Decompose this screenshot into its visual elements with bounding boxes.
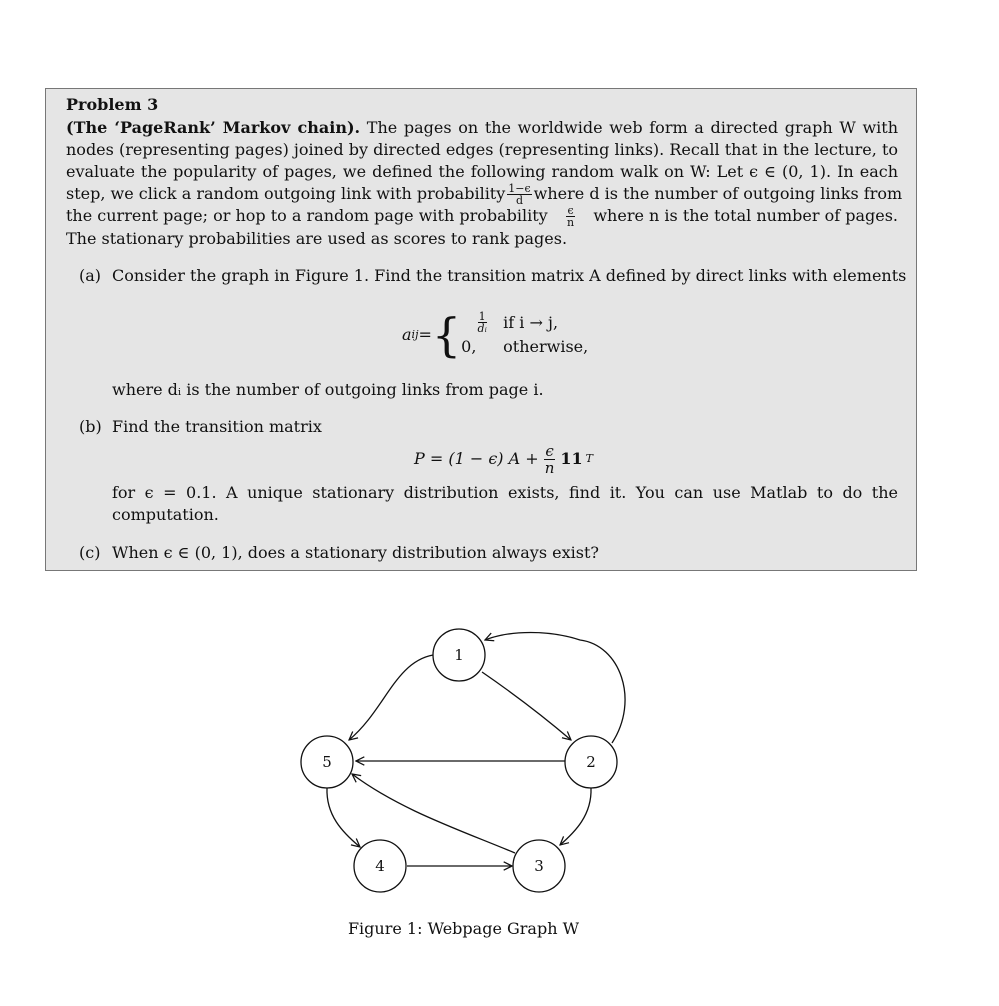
intro-line-1-text: The pages on the worldwide web form a directed graph W with (360, 118, 899, 137)
part-a-text: Consider the graph in Figure 1. Find the transition matrix A defined by direct links with elements (112, 266, 907, 285)
frac-num: ϵ (545, 441, 554, 460)
node-3 (513, 840, 565, 892)
edge-2-3 (560, 788, 591, 845)
edge-5-4 (327, 788, 360, 847)
node-4 (354, 840, 406, 892)
frac-num: ϵ (567, 204, 574, 217)
edge-1-2 (482, 672, 571, 740)
node-2-label: 2 (586, 753, 596, 771)
left-brace: { (431, 308, 462, 362)
eq-lhs: a (402, 325, 412, 344)
case1-condition: if i → j, (503, 313, 559, 332)
node-3-label: 3 (534, 857, 544, 875)
intro-line-4-a: step, we click a random outgoing link with probability (66, 184, 506, 203)
intro-line-4-b: where d is the number of outgoing links from (533, 184, 903, 203)
part-c-label: (c) (79, 543, 101, 562)
part-b-text: Find the transition matrix (112, 417, 322, 436)
frac-den: d (515, 194, 523, 207)
part-b-after-2: computation. (112, 505, 219, 524)
intro-line-2: nodes (representing pages) joined by directed edges (representing links). Recall that in the lecture, to (66, 140, 898, 159)
case2-condition: otherwise, (503, 337, 589, 356)
frac-num: 1−ϵ (508, 182, 531, 195)
figure-caption: Figure 1: Webpage Graph W (347, 919, 580, 938)
edge-1-5 (349, 655, 433, 740)
eq-equals: = (418, 325, 432, 344)
part-b-label: (b) (79, 417, 102, 436)
node-5-label: 5 (322, 753, 332, 771)
eq-sub: ij (411, 328, 419, 341)
intro-line-3: evaluate the popularity of pages, we defined the following random walk on W: Let ϵ ∈ (0, 1). In each (66, 162, 898, 181)
eq-left: P = (1 − ϵ) A + (414, 449, 539, 468)
part-b-after-1: for ϵ = 0.1. A unique stationary distribution exists, find it. You can use Matlab to do the (112, 483, 898, 502)
case2-value: 0, (461, 337, 477, 356)
frac-num: 1 (478, 310, 486, 323)
frac-den: n (544, 458, 555, 477)
frac-den: dᵢ (477, 322, 487, 335)
intro-line-5-b: where n is the total number of pages. (593, 206, 898, 225)
part-a-label: (a) (79, 266, 102, 285)
node-5 (301, 736, 353, 788)
intro-line-6: The stationary probabilities are used as scores to rank pages. (66, 229, 568, 248)
frac-den: n (566, 216, 575, 229)
node-4-label: 4 (375, 857, 385, 875)
node-1 (433, 629, 485, 681)
part-a-after: where dᵢ is the number of outgoing links from page i. (112, 380, 544, 399)
problem-subtitle: (The ‘PageRank’ Markov chain). (66, 118, 361, 137)
node-2 (565, 736, 617, 788)
ones-vector: 𝟏𝟏 (560, 449, 583, 468)
problem-title: Problem 3 (66, 95, 159, 114)
transpose-sup: T (585, 452, 593, 465)
node-1-label: 1 (454, 646, 464, 664)
part-c-text: When ϵ ∈ (0, 1), does a stationary distribution always exist? (112, 543, 599, 562)
intro-line-5-a: the current page; or hop to a random page with probability (66, 206, 548, 225)
